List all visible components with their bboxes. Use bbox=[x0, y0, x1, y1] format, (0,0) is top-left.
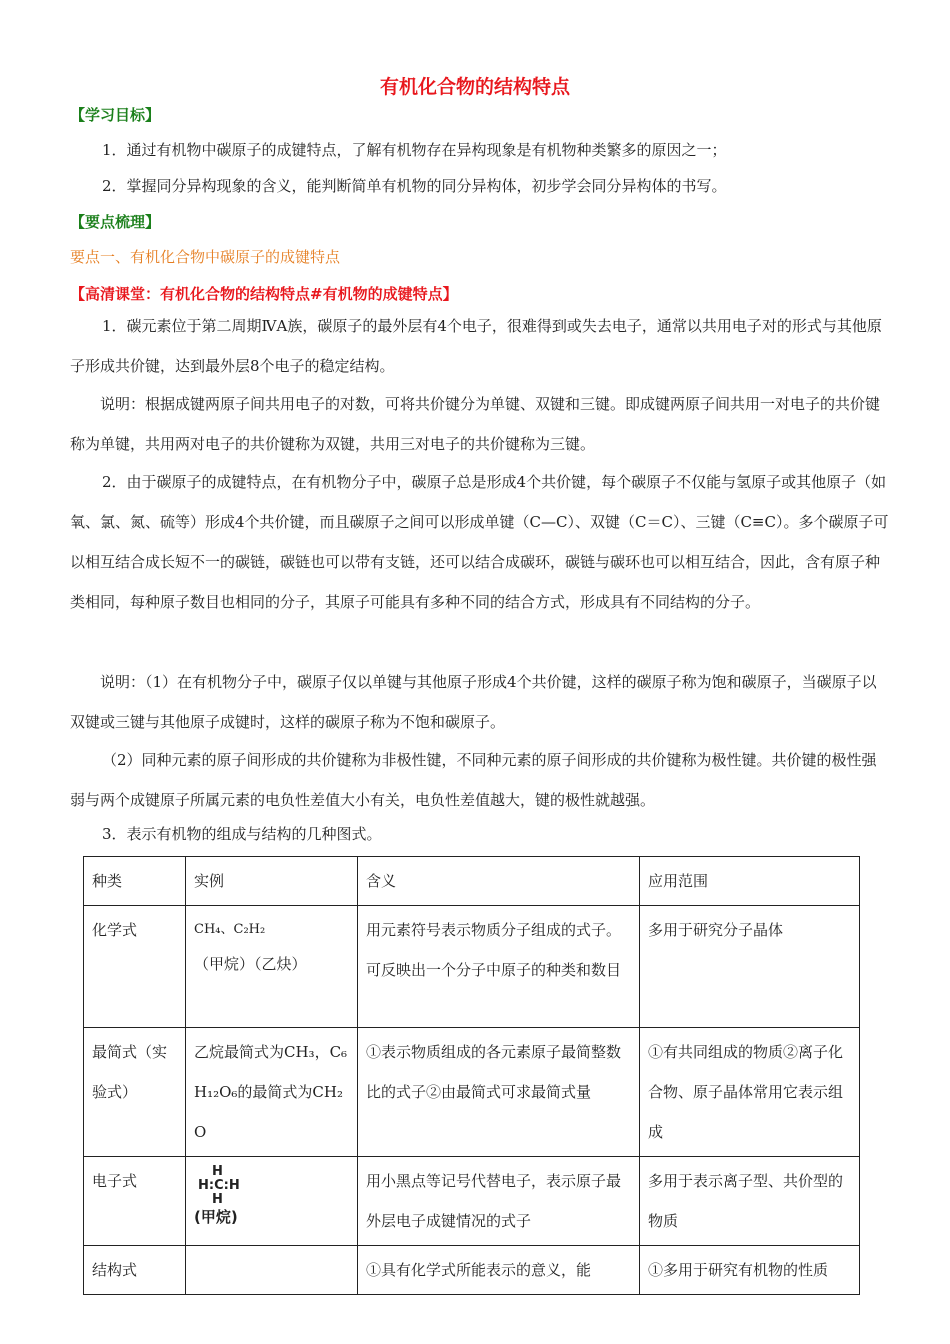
table-cell-meaning: 用元素符号表示物质分子组成的式子。可反映出一个分子中原子的种类和数目 bbox=[358, 906, 640, 1028]
table-header: 种类 bbox=[84, 857, 186, 906]
section-heading-goals: 【学习目标】 bbox=[70, 106, 161, 124]
paragraph-5: （2）同种元素的原子间形成的共价键称为非极性键，不同种元素的原子间形成的共价键称为极性键。共价键的极性强弱与两个成键原子所属元素的电负性差值大小有关，电负性差值越大，键的极性就越强。 bbox=[70, 751, 877, 809]
paragraph-4: 说明：（1）在有机物分子中，碳原子仅以单键与其他原子形成4个共价键，这样的碳原子称为饱和碳原子，当碳原子以双键或三键与其他原子成键时，这样的碳原子称为不饱和碳原子。 bbox=[70, 673, 877, 731]
table-cell-usage: ①有共同组成的物质②离子化合物、原子晶体常用它表示组成 bbox=[640, 1028, 860, 1157]
table-cell-example: 乙烷最简式为CH₃，C₆H₁₂O₆的最简式为CH₂O bbox=[186, 1028, 358, 1157]
table-cell-meaning: 用小黑点等记号代替电子，表示原子最外层电子成键情况的式子 bbox=[358, 1157, 640, 1246]
electron-top: H bbox=[212, 1164, 223, 1179]
table-cell-kind: 电子式 bbox=[84, 1157, 186, 1246]
table-cell-kind: 最简式（实验式） bbox=[84, 1028, 186, 1157]
table-row bbox=[84, 1028, 860, 1157]
example-sub: （甲烷）（乙炔） bbox=[194, 955, 307, 973]
table-row bbox=[84, 906, 860, 1028]
table-cell-example bbox=[186, 1246, 358, 1295]
table-cell-usage: 多用于表示离子型、共价型的物质 bbox=[640, 1157, 860, 1246]
electron-middle: H:C:H bbox=[198, 1178, 240, 1193]
section-heading-points: 【要点梳理】 bbox=[70, 213, 161, 231]
table-header-row bbox=[84, 857, 860, 906]
table-cell-kind: 化学式 bbox=[84, 906, 186, 1028]
table-header: 应用范围 bbox=[640, 857, 860, 906]
paragraph-2: 说明：根据成键两原子间共用电子的对数，可将共价键分为单键、双键和三键。即成键两原子间共用一对电子的共价键称为单键，共用两对电子的共价键称为双键，共用三对电子的共价键称为三键。 bbox=[70, 395, 881, 453]
paragraph-6: 3．表示有机物的组成与结构的几种图式。 bbox=[102, 825, 382, 843]
formula-table bbox=[83, 856, 860, 1295]
table-header: 含义 bbox=[358, 857, 640, 906]
electron-bottom: H bbox=[212, 1192, 223, 1207]
methane-electron-formula bbox=[194, 1161, 349, 1227]
table-cell-meaning: ①具有化学式所能表示的意义，能 bbox=[358, 1246, 640, 1295]
point-1-heading: 要点一、有机化合物中碳原子的成键特点 bbox=[70, 248, 341, 266]
goal-2: 2．掌握同分异构现象的含义，能判断简单有机物的同分异构体，初步学会同分异构体的书写。 bbox=[102, 177, 727, 195]
paragraph-3: 2．由于碳原子的成键特点，在有机物分子中，碳原子总是形成4个共价键，每个碳原子不仅能与氢原子或其他原子（如氧、氯、氮、硫等）形成4个共价键，而且碳原子之间可以形成单键（C—C）、双键（C＝C）、三键（C≡C）。多个碳原子可以相互结合成长短不一的碳链，碳链也可以带有支链，还可以结合成碳环，碳链与碳环也可以相互结合，因此，含有原子种类相同，每种原子数目也相同的分子，其原子可能具有多种不同的结合方式，形成具有不同结构的分子。 bbox=[70, 473, 889, 611]
table-cell-example bbox=[186, 1157, 358, 1246]
goal-1: 1．通过有机物中碳原子的成键特点，了解有机物存在异构现象是有机物种类繁多的原因之一； bbox=[102, 141, 727, 159]
table-row bbox=[84, 1246, 860, 1295]
table-cell-kind: 结构式 bbox=[84, 1246, 186, 1295]
electron-caption: (甲烷) bbox=[194, 1208, 238, 1226]
table-header: 实例 bbox=[186, 857, 358, 906]
table-cell-usage: ①多用于研究有机物的性质 bbox=[640, 1246, 860, 1295]
hd-class-label: 【高清课堂：有机化合物的结构特点#有机物的成键特点】 bbox=[70, 285, 458, 303]
example-main: CH₄、C₂H₂ bbox=[194, 922, 266, 937]
table-row bbox=[84, 1157, 860, 1246]
paragraph-1: 1．碳元素位于第二周期ⅣA族，碳原子的最外层有4个电子，很难得到或失去电子，通常以共用电子对的形式与其他原子形成共价键，达到最外层8个电子的稳定结构。 bbox=[70, 317, 882, 375]
page-title: 有机化合物的结构特点 bbox=[379, 76, 570, 98]
table-cell-usage: 多用于研究分子晶体 bbox=[640, 906, 860, 1028]
table-cell-meaning: ①表示物质组成的各元素原子最简整数比的式子②由最简式可求最简式量 bbox=[358, 1028, 640, 1157]
table-cell-example bbox=[186, 906, 358, 1028]
